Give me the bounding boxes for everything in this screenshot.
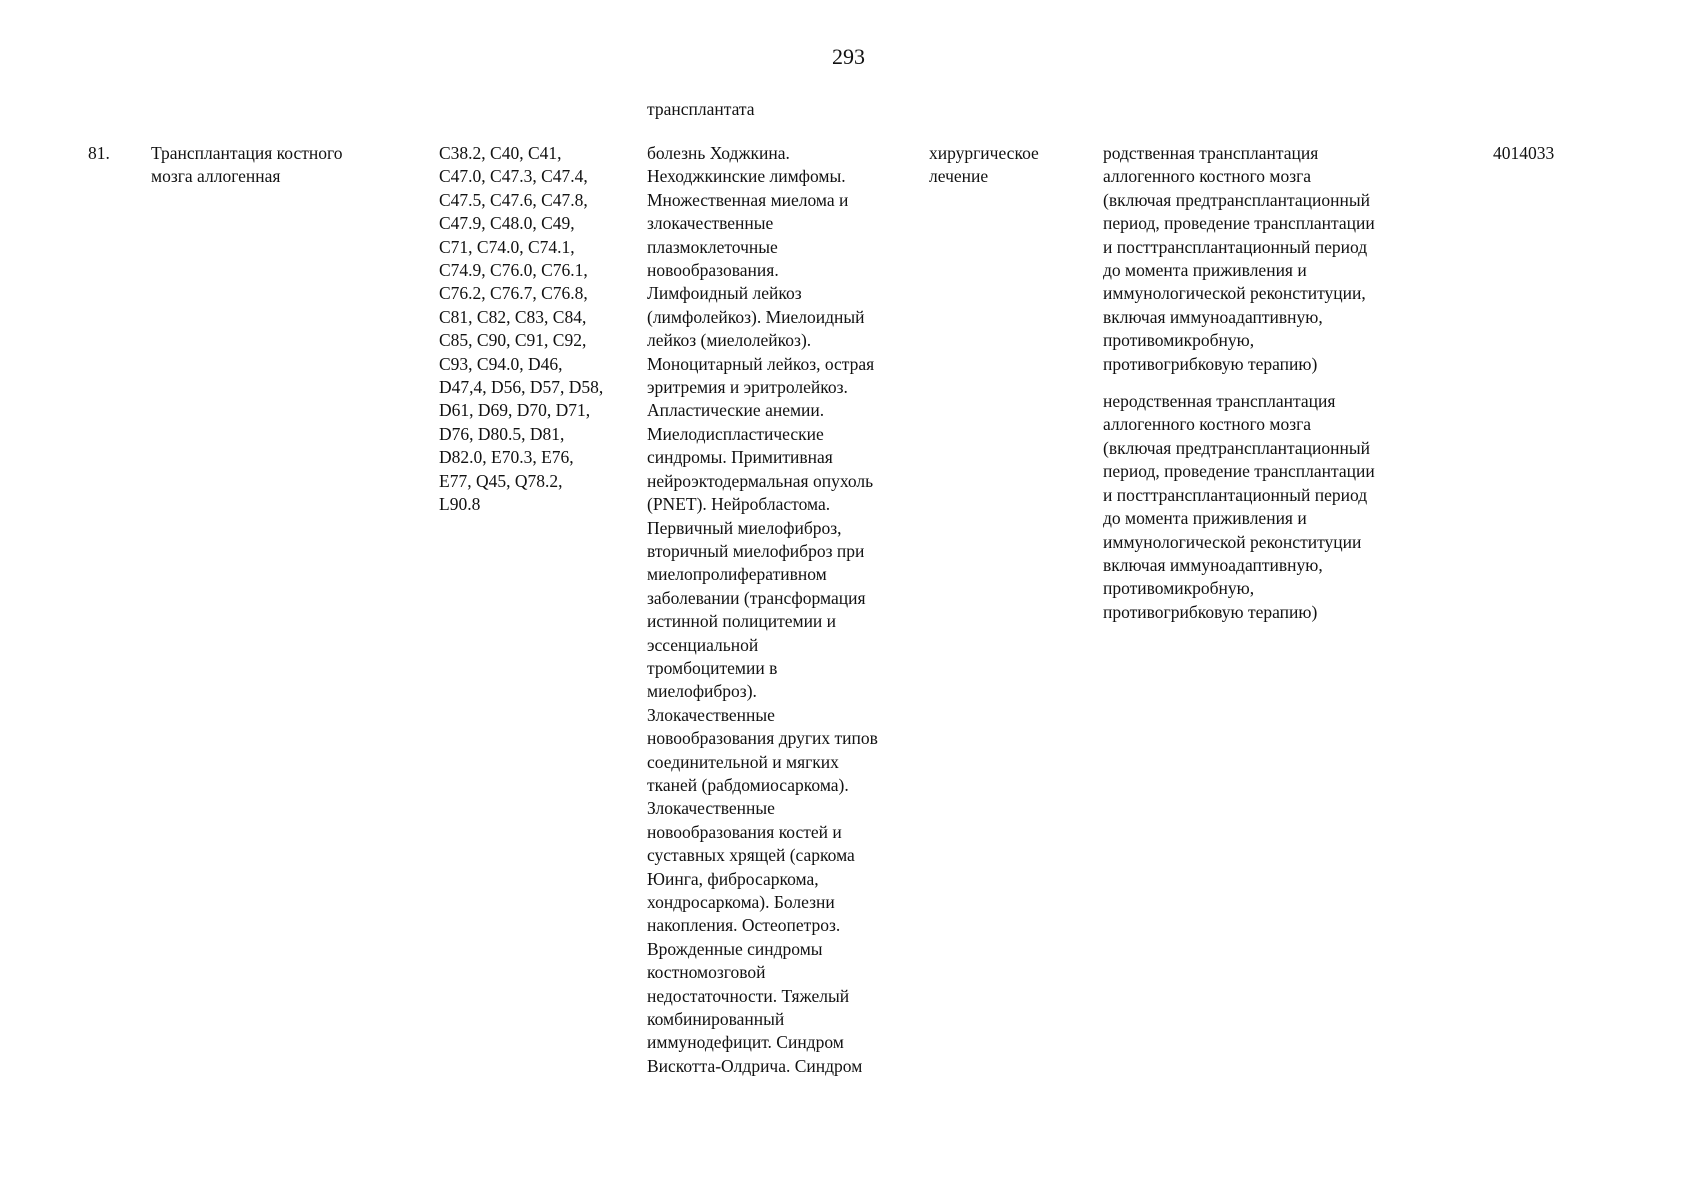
text-line: до момента приживления и — [1103, 260, 1307, 281]
treatment-type — [929, 142, 1109, 189]
text-line: (включая предтрансплантационный — [1103, 189, 1370, 210]
text-line: неродственная трансплантация — [1103, 391, 1336, 412]
text-line: Злокачественные — [647, 798, 775, 819]
text-line: период, проведение трансплантации — [1103, 213, 1375, 234]
text-line: Неходжкинские лимфомы. — [647, 166, 846, 187]
text-line: тромбоцитемии в — [647, 657, 778, 678]
text-line: C47.5, C47.6, C47.8, — [439, 189, 588, 210]
text-line: C93, C94.0, D46, — [439, 353, 563, 374]
method-unrelated-transplant — [1103, 390, 1433, 624]
text-line: E77, Q45, Q78.2, — [439, 470, 563, 491]
text-line: Лимфоидный лейкоз — [647, 283, 802, 304]
continuation-text: трансплантата — [647, 99, 755, 119]
text-line: истинной полицитемии и — [647, 611, 837, 632]
text-line: заболевании (трансформация — [647, 587, 866, 608]
text-line: C71, C74.0, C74.1, — [439, 236, 575, 257]
text-line: C74.9, C76.0, C76.1, — [439, 260, 588, 281]
patient-model — [647, 142, 927, 1078]
text-line: период, проведение трансплантации — [1103, 461, 1375, 482]
text-line: нейроэктодермальная опухоль — [647, 470, 874, 491]
text-line: иммунологической реконституции, — [1103, 283, 1366, 304]
text-line: Миелодиспластические — [647, 423, 824, 444]
text-line: и посттрансплантационный период — [1103, 484, 1368, 505]
text-line: миелофиброз). — [647, 681, 757, 702]
text-line: C85, C90, C91, C92, — [439, 330, 587, 351]
icd-codes — [439, 142, 639, 517]
page-number: 293 — [832, 44, 865, 69]
text-line: вторичный миелофиброз при — [647, 540, 865, 561]
text-line: противогрибковую терапию) — [1103, 353, 1318, 374]
text-line: и посттрансплантационный период — [1103, 236, 1368, 257]
text-line: Юинга, фибросаркома, — [647, 868, 819, 889]
text-line: недостаточности. Тяжелый — [647, 985, 850, 1006]
text-line: хондросаркома). Болезни — [647, 892, 835, 912]
text-line: C81, C82, C83, C84, — [439, 306, 587, 327]
row-number: 81. — [88, 143, 110, 163]
text-line: включая иммуноадаптивную, — [1103, 306, 1323, 327]
cost-value: 4014033 — [1493, 143, 1555, 163]
text-line: комбинированный — [647, 1009, 785, 1030]
text-line: Злокачественные — [647, 704, 775, 725]
text-line: лейкоз (миелолейкоз). — [647, 330, 812, 351]
text-line: иммунодефицит. Синдром — [647, 1032, 844, 1053]
text-line: костномозговой — [647, 962, 766, 983]
text-line: накопления. Остеопетроз. — [647, 915, 841, 936]
text-line: плазмоклеточные — [647, 236, 778, 257]
text-line: аллогенного костного мозга — [1103, 414, 1312, 435]
text-line: D47,4, D56, D57, D58, — [439, 377, 604, 398]
text-line: C38.2, C40, C41, — [439, 143, 562, 163]
text-line: тканей (рабдомиосаркома). — [647, 774, 849, 795]
text-line: L90.8 — [439, 494, 481, 515]
text-line: лечение — [929, 166, 989, 187]
text-line: Множественная миелома и — [647, 189, 849, 210]
text-line: (включая предтрансплантационный — [1103, 437, 1370, 458]
text-line: новообразования других типов — [647, 728, 878, 749]
text-line: аллогенного костного мозга — [1103, 166, 1312, 187]
text-line: болезнь Ходжкина. — [647, 143, 790, 163]
text-line: Первичный миелофиброз, — [647, 517, 842, 538]
text-line: Вискотта-Олдрича. Синдром — [647, 1055, 863, 1076]
text-line: иммунологической реконституции — [1103, 531, 1362, 552]
method-related-transplant — [1103, 142, 1433, 376]
text-line: C76.2, C76.7, C76.8, — [439, 283, 588, 304]
text-line: миелопролиферативном — [647, 564, 827, 585]
text-line: эритремия и эритролейкоз. — [647, 377, 848, 398]
text-line: (лимфолейкоз). Миелоидный — [647, 306, 865, 327]
text-line: противомикробную, — [1103, 578, 1255, 599]
text-line: новообразования костей и — [647, 821, 842, 842]
text-line: соединительной и мягких — [647, 751, 839, 772]
text-line: C47.0, C47.3, C47.4, — [439, 166, 588, 187]
text-line: D76, D80.5, D81, — [439, 423, 565, 444]
text-line: Моноцитарный лейкоз, острая — [647, 353, 875, 374]
text-line: противогрибковую терапию) — [1103, 601, 1318, 622]
text-line: C47.9, C48.0, C49, — [439, 213, 575, 234]
text-line: мозга аллогенная — [151, 166, 281, 187]
text-line: до момента приживления и — [1103, 508, 1307, 529]
text-line: D82.0, E70.3, E76, — [439, 447, 574, 468]
text-line: злокачественные — [647, 213, 774, 234]
text-line: включая иммуноадаптивную, — [1103, 554, 1323, 575]
text-line: Трансплантация костного — [151, 143, 343, 163]
text-line: синдромы. Примитивная — [647, 447, 833, 468]
text-line: Апластические анемии. — [647, 400, 825, 421]
text-line: Врожденные синдромы — [647, 938, 823, 959]
text-line: эссенциальной — [647, 634, 759, 655]
text-line: суставных хрящей (саркома — [647, 845, 855, 866]
treatment-methods — [1103, 142, 1433, 638]
text-line: противомикробную, — [1103, 330, 1255, 351]
text-line: хирургическое — [929, 143, 1039, 163]
text-line: (PNET). Нейробластома. — [647, 494, 831, 515]
text-line: родственная трансплантация — [1103, 143, 1319, 163]
procedure-name — [151, 142, 421, 189]
text-line: D61, D69, D70, D71, — [439, 400, 591, 421]
text-line: новообразования. — [647, 260, 779, 281]
